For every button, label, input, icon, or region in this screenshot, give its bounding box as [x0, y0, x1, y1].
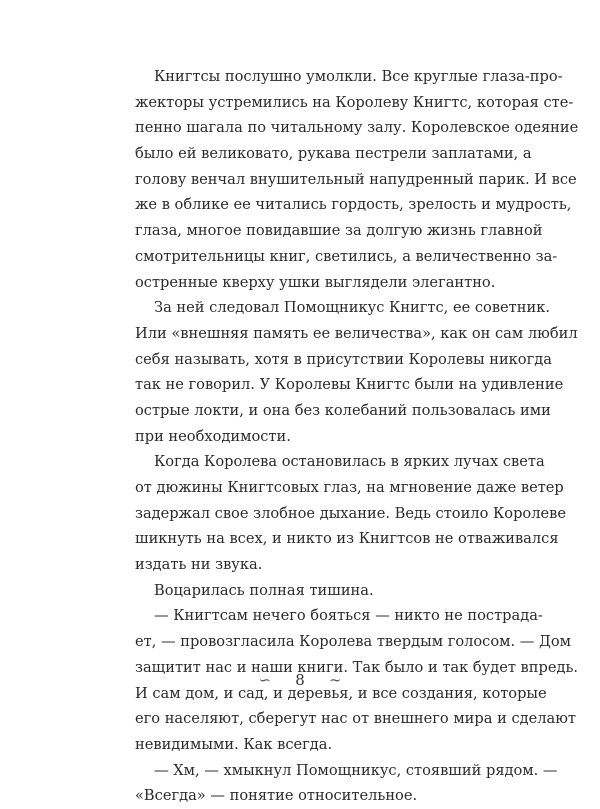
text-line: защитит нас и наши книги. Так было и так будет впредь. [135, 658, 579, 676]
text-line: смотрительницы книг, светились, а величественно за- [135, 247, 558, 265]
text-line: так не говорил. У Королевы Книгтс были на удивление [135, 376, 564, 394]
text-line: себя называть, хотя в присутствии Королевы никогда [135, 350, 552, 368]
text-line: при необходимости. [135, 427, 291, 445]
text-line: шикнуть на всех, и никто из Книгтсов не отваживался [135, 530, 559, 548]
page-footer [0, 669, 600, 689]
text-line: же в облике ее читались гордость, зрелость и мудрость, [135, 196, 572, 214]
text-line: Или «внешняя память ее величества», как он сам любил [135, 324, 578, 342]
text-line: И сам дом, и сад, и деревья, и все создания, которые [135, 684, 547, 702]
body-text [135, 64, 579, 809]
text-line: За ней следовал Помощникус Книгтс, ее советник. [154, 299, 550, 317]
text-line: Воцарилась полная тишина. [154, 581, 374, 599]
text-line: задержал свое злобное дыхание. Ведь стоило Королеве [135, 504, 566, 522]
text-line: Книгтсы послушно умолкли. Все круглые глаза-про- [154, 68, 563, 85]
text-line: от дюжины Книгтсовых глаз, на мгновение даже ветер [135, 479, 564, 496]
page-number: 8 [295, 670, 305, 689]
text-line: пенно шагала по читальному залу. Королевское одеяние [135, 119, 579, 137]
text-line: жекторы устремились на Королеву Книгтс, которая сте- [135, 93, 574, 111]
text-line: его населяют, сберегут нас от внешнего мира и сделают [135, 710, 576, 728]
text-line: — Хм, — хмыкнул Помощникус, стоявший рядом. — [154, 761, 558, 779]
ornament-left-icon: ∽ [258, 670, 272, 689]
text-line: острые локти, и она без колебаний пользовалась ими [135, 401, 551, 419]
text-line: ет, — провозгласила Королева твердым голосом. — Дом [135, 633, 572, 651]
text-line: было ей великовато, рукава пестрели заплатами, а [135, 145, 532, 163]
text-line: глаза, многое повидавшие за долгую жизнь главной [135, 222, 543, 240]
ornament-right-icon: ∼ [328, 670, 342, 689]
text-line: голову венчал внушительный напудренный парик. И все [135, 170, 577, 188]
text-line: Когда Королева остановилась в ярких лучах света [154, 453, 545, 471]
text-line: остренные кверху ушки выглядели элегантно. [135, 273, 496, 291]
text-line: «Всегда» — понятие относительное. [135, 787, 418, 805]
text-line: издать ни звука. [135, 556, 263, 574]
text-line: — Книгтсам нечего бояться — никто не пострада- [154, 607, 543, 625]
text-line: невидимыми. Как всегда. [135, 735, 333, 753]
